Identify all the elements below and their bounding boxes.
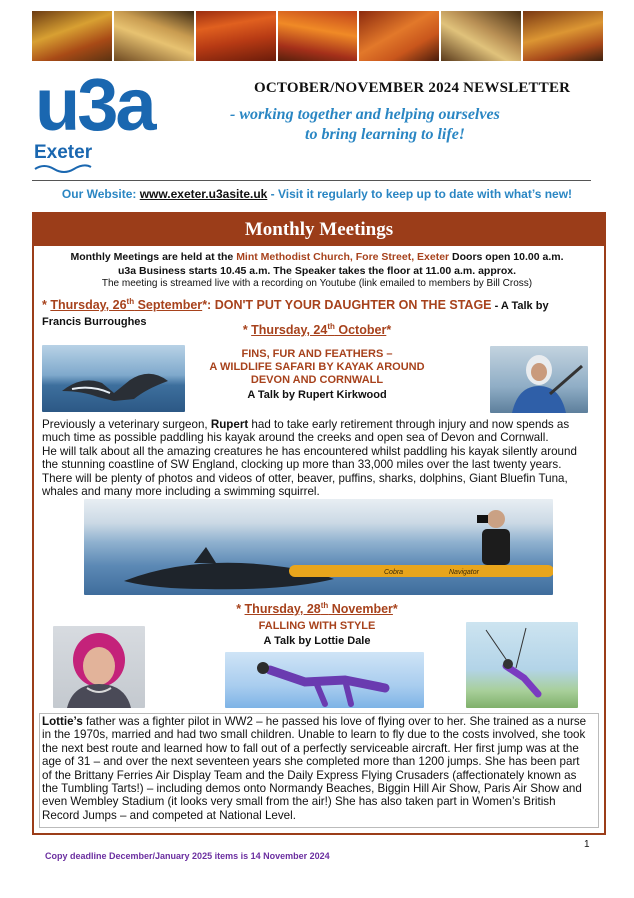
venue-line: Monthly Meetings are held at the Mint Methodist Church, Fore Street, Exeter Doors open 10.00 a.m. — [70, 251, 564, 263]
october-title-2: A WILDLIFE SAFARI BY KAYAK AROUND — [209, 361, 425, 373]
november-talk: A Talk by Lottie Dale — [263, 635, 371, 647]
meeting-september: * Thursday, 26th September*: DON'T PUT YOUR DAUGHTER ON THE STAGE - A Talk by Francis Burroughes — [42, 297, 549, 329]
november-title: FALLING WITH STYLE — [258, 620, 376, 632]
october-date-line: * Thursday, 24th October* — [242, 322, 392, 338]
october-title-3: DEVON AND CORNWALL — [250, 374, 384, 386]
u3a-logo: u3a — [35, 63, 154, 146]
website-prefix: Our Website: — [61, 187, 140, 201]
lottie-figure-icon — [53, 626, 145, 708]
october-talk: A Talk by Rupert Kirkwood — [247, 389, 387, 401]
logo-exeter-text: Exeter — [34, 142, 93, 163]
tagline-line-1: - working together and helping ourselves — [230, 106, 500, 123]
copy-deadline: Copy deadline December/January 2025 items is 14 November 2024 — [45, 851, 330, 861]
monthly-meetings-heading: Monthly Meetings — [34, 214, 604, 246]
parachutist-icon — [466, 622, 578, 708]
page-number: 1 — [584, 839, 590, 850]
october-description: Previously a veterinary surgeon, Rupert had to take early retirement through injury and now spends as much time as possible paddling his kayak around the creeks and open sea of Devon and Cornwall. He will talk about all the amazing creatures he has encountered whilst paddling his kayak silently around the stunning coastline of SW England, clocking up more than 33,000 miles over the last twenty years. There will be plenty of photos and videos of otter, beaver, puffins, sharks, dolphins, Giant Bluefin Tuna, whales and many more including a swimming squirrel. — [42, 418, 577, 499]
skydiver-freefall-icon — [225, 652, 424, 708]
schedule-line: u3a Business starts 10.45 a.m. The Speaker takes the floor at 11.00 a.m. approx. — [117, 265, 516, 277]
camera-icon — [477, 515, 488, 523]
freefall-photo — [225, 652, 424, 708]
kayaker-figure-icon — [490, 346, 588, 413]
november-date-line: * Thursday, 28th November* — [236, 601, 398, 617]
dolphin-kayak-scene — [84, 499, 553, 595]
september-speaker: Francis Burroughes — [42, 316, 147, 329]
newsletter-title: OCTOBER/NOVEMBER 2024 NEWSLETTER — [254, 80, 571, 96]
kayak-label-2: Navigator — [449, 569, 479, 576]
kayak-icon — [289, 565, 553, 577]
website-suffix: - Visit it regularly to keep up to date with what’s new! — [267, 187, 573, 201]
parachute-photo — [466, 622, 578, 708]
autumn-banner — [32, 11, 603, 61]
logo-wave-icon — [34, 162, 92, 174]
stream-line: The meeting is streamed live with a recording on Youtube (link emailed to members by Bill Cross) — [101, 278, 533, 289]
kayak-label-1: Cobra — [384, 569, 404, 576]
website-link[interactable]: www.exeter.u3asite.uk — [139, 187, 268, 201]
website-line — [0, 187, 634, 201]
photographer-figure — [482, 529, 510, 565]
kayaker-portrait-photo — [490, 346, 588, 413]
november-description: Lottie’s father was a fighter pilot in WW2 – he passed his love of flying over to her. She trained as a nurse in the 1970s, married and had two small children. Unable to learn to fly due to the costs involved, she took the next best route and learned how to fall out of a perfectly serviceable aircraft. Her first jump was at the age of 31 – and over the next seventeen years she completed more than 1200 jumps. She has been part of the Brittany Ferries Air Display Team and the Daily Express Flying Crusaders (affectionately known as the Tumbling Tarts!) – including demos onto Normandy Beaches, Biggin Hill Air Show, Paris Air Show and even Wembley Stadium (it looks very small from the air!) She has also taken part in Women’s British Record Jumps – and competed at National Level. — [42, 715, 587, 822]
september-date: Thursday, 26th September — [50, 297, 203, 313]
venue-name: Mint Methodist Church, Fore Street, Exeter — [236, 251, 450, 263]
october-title-1: FINS, FUR AND FEATHERS – — [241, 348, 393, 360]
tagline-line-2: to bring learning to life! — [305, 126, 466, 143]
lottie-portrait-photo — [53, 626, 145, 708]
header-divider — [32, 180, 591, 181]
dolphin-kayak-photo — [84, 499, 553, 595]
